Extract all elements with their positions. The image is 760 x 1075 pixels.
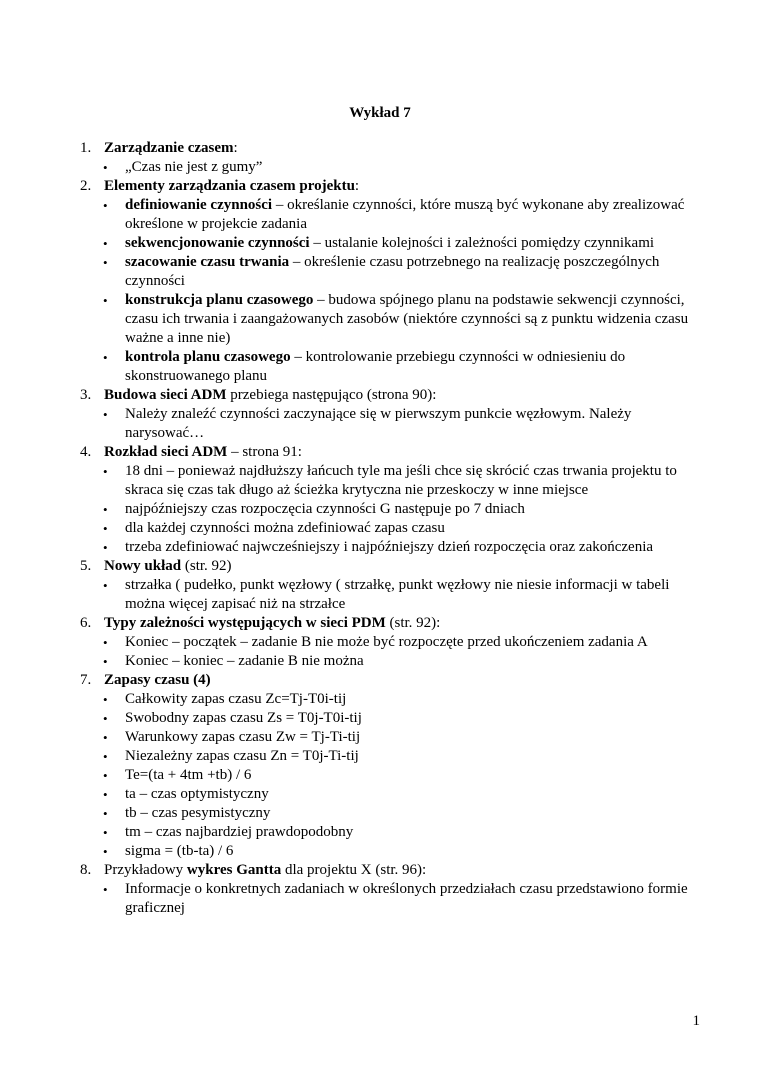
text-run: ta – czas optymistyczny: [125, 786, 269, 802]
bullet-icon: •: [103, 654, 108, 669]
item-heading: [104, 139, 702, 158]
item-heading: [104, 443, 702, 462]
text-run: Warunkowy zapas czasu Zw = Tj-Ti-tij: [125, 729, 361, 745]
sub-bullet-item: [80, 234, 702, 253]
text-run: Informacje o konkretnych zadaniach w określonych przedziałach czasu przedstawiono formie graficznej: [125, 881, 688, 916]
bold-term: konstrukcja planu czasowego: [125, 292, 314, 308]
bullet-icon: •: [103, 825, 108, 840]
text-run: (str. 92):: [385, 615, 441, 631]
list-item: [80, 614, 702, 633]
text-run: przebiega następująco (strona 90):: [226, 387, 437, 403]
bullet-icon: •: [103, 787, 108, 802]
text-run: tm – czas najbardziej prawdopodobny: [125, 824, 354, 840]
sub-bullet-item: [80, 785, 702, 804]
bold-term: Zapasy czasu (4): [104, 672, 211, 688]
bullet-icon: •: [103, 882, 108, 897]
bullet-icon: •: [103, 407, 108, 422]
sub-bullet-item: [80, 500, 702, 519]
text-run: Należy znaleźć czynności zaczynające się w pierwszym punkcie węzłowym. Należy narysować…: [125, 406, 632, 441]
bold-term: Elementy zarządzania czasem projektu: [104, 178, 355, 194]
text-run: dla każdej czynności można zdefiniować zapas czasu: [125, 520, 445, 536]
sub-bullet-item: [80, 462, 702, 500]
sub-bullet-text: [125, 785, 702, 804]
bullet-icon: •: [103, 293, 108, 308]
text-run: Niezależny zapas czasu Zn = T0j-Ti-tij: [125, 748, 359, 764]
sub-bullet-text: [125, 500, 702, 519]
text-run: trzeba zdefiniować najwcześniejszy i najpóźniejszy dzień rozpoczęcia oraz zakończenia: [125, 539, 654, 555]
bullet-icon: •: [103, 464, 108, 479]
item-heading: [104, 861, 702, 880]
bold-term: Typy zależności występujących w sieci PDM: [104, 615, 386, 631]
text-run: (str. 92): [181, 558, 232, 574]
sub-bullet-text: [125, 405, 702, 443]
bullet-icon: •: [103, 635, 108, 650]
text-run: – kontrolowanie przebiegu czynności w odniesieniu do skonstruowanego planu: [125, 349, 626, 384]
bullet-icon: •: [103, 350, 108, 365]
bold-term: Rozkład sieci ADM: [104, 444, 228, 460]
sub-bullet-item: [80, 196, 702, 234]
bullet-icon: •: [103, 711, 108, 726]
text-run: strzałka ( pudełko, punkt węzłowy ( strzałkę, punkt węzłowy nie niesie informacji w tabeli można więcej zapisać niż na strzałce: [125, 577, 670, 612]
bullet-icon: •: [103, 749, 108, 764]
text-run: – określanie czynności, które muszą być wykonane aby zrealizować określone w projekcie zadania: [125, 197, 685, 232]
bold-term: sekwencjonowanie czynności: [125, 235, 310, 251]
item-number: 2.: [80, 178, 92, 194]
text-run: „Czas nie jest z gumy”: [125, 159, 263, 175]
bullet-icon: •: [103, 540, 108, 555]
sub-bullet-text: [125, 804, 702, 823]
sub-bullet-text: [125, 690, 702, 709]
sub-bullet-text: [125, 348, 702, 386]
sub-bullet-item: [80, 652, 702, 671]
item-number: 5.: [80, 558, 92, 574]
bullet-icon: •: [103, 198, 108, 213]
sub-bullet-text: [125, 880, 702, 918]
sub-bullet-text: [125, 728, 702, 747]
sub-bullet-item: [80, 766, 702, 785]
bold-term: Nowy układ: [104, 558, 182, 574]
text-run: sigma = (tb-ta) / 6: [125, 843, 234, 859]
sub-bullet-text: [125, 747, 702, 766]
sub-bullet-item: [80, 633, 702, 652]
sub-bullet-item: [80, 253, 702, 291]
bullet-icon: •: [103, 236, 108, 251]
sub-bullet-item: [80, 690, 702, 709]
sub-bullet-item: [80, 576, 702, 614]
bullet-icon: •: [103, 768, 108, 783]
sub-bullet-item: [80, 291, 702, 348]
sub-bullet-text: [125, 709, 702, 728]
text-run: Koniec – początek – zadanie B nie może być rozpoczęte przed ukończeniem zadania A: [125, 634, 648, 650]
text-run: – budowa spójnego planu na podstawie sekwencji czynności, czasu ich trwania i zaangażowanych zasobów (niektóre czynności są z punktu widzenia czasu ważne a inne nie): [125, 292, 689, 346]
list-item: [80, 671, 702, 690]
bold-term: kontrola planu czasowego: [125, 349, 291, 365]
text-run: Te=(ta + 4tm +tb) / 6: [125, 767, 252, 783]
list-item: [80, 861, 702, 880]
sub-bullet-item: [80, 728, 702, 747]
item-heading: [104, 671, 702, 690]
item-number: 6.: [80, 615, 92, 631]
sub-bullet-item: [80, 348, 702, 386]
sub-bullet-item: [80, 747, 702, 766]
page-title: Wykład 7: [349, 105, 411, 121]
bullet-icon: •: [103, 692, 108, 707]
sub-bullet-text: [125, 633, 702, 652]
sub-bullet-text: [125, 462, 702, 500]
text-run: :: [354, 178, 360, 194]
sub-bullet-item: [80, 804, 702, 823]
list-item: [80, 177, 702, 196]
sub-bullet-item: [80, 405, 702, 443]
bullet-icon: •: [103, 806, 108, 821]
sub-bullet-item: [80, 519, 702, 538]
bold-term: Budowa sieci ADM: [104, 387, 227, 403]
item-number: 4.: [80, 444, 92, 460]
item-number: 7.: [80, 672, 92, 688]
text-run: dla projektu X (str. 96):: [281, 862, 427, 878]
sub-bullet-item: [80, 538, 702, 557]
sub-bullet-text: [125, 823, 702, 842]
text-run: – ustalanie kolejności i zależności pomiędzy czynnikami: [309, 235, 655, 251]
item-heading: [104, 386, 702, 405]
sub-bullet-text: [125, 291, 702, 348]
bullet-icon: •: [103, 160, 108, 175]
bold-term: szacowanie czasu trwania: [125, 254, 290, 270]
sub-bullet-text: [125, 538, 702, 557]
sub-bullet-text: [125, 158, 702, 177]
text-run: :: [233, 140, 238, 156]
sub-bullet-text: [125, 234, 702, 253]
sub-bullet-item: [80, 823, 702, 842]
sub-bullet-item: [80, 709, 702, 728]
sub-bullet-text: [125, 519, 702, 538]
sub-bullet-item: [80, 880, 702, 918]
item-heading: [104, 614, 702, 633]
item-number: 3.: [80, 387, 92, 403]
item-heading: [104, 557, 702, 576]
text-run: Całkowity zapas czasu Zc=Tj-T0i-tij: [125, 691, 347, 707]
bullet-icon: •: [103, 502, 108, 517]
page-number: 1: [692, 1013, 700, 1029]
text-run: Przykładowy: [104, 862, 187, 878]
bullet-icon: •: [103, 844, 108, 859]
sub-bullet-item: [80, 842, 702, 861]
list-item: [80, 443, 702, 462]
sub-bullet-text: [125, 196, 702, 234]
text-run: Koniec – koniec – zadanie B nie można: [125, 653, 364, 669]
sub-bullet-item: [80, 158, 702, 177]
item-heading: [104, 177, 702, 196]
sub-bullet-text: [125, 652, 702, 671]
list-item: [80, 557, 702, 576]
outline-list: [80, 139, 702, 918]
sub-bullet-text: [125, 842, 702, 861]
sub-bullet-text: [125, 576, 702, 614]
bullet-icon: •: [103, 521, 108, 536]
sub-bullet-text: [125, 253, 702, 291]
text-run: 18 dni – ponieważ najdłuższy łańcuch tyle ma jeśli chce się skrócić czas trwania projektu to skraca się czas tak długo aż ścieżka krytyczna nie przeskoczy w inne miejsce: [125, 463, 677, 498]
text-run: najpóźniejszy czas rozpoczęcia czynności G następuje po 7 dniach: [125, 501, 525, 517]
text-run: – strona 91:: [227, 444, 302, 460]
bold-term: wykres Gantta: [186, 862, 282, 878]
text-run: – określenie czasu potrzebnego na realizację poszczególnych czynności: [125, 254, 660, 289]
bullet-icon: •: [103, 730, 108, 745]
bold-term: definiowanie czynności: [125, 197, 273, 213]
sub-bullet-text: [125, 766, 702, 785]
item-number: 1.: [80, 140, 92, 156]
text-run: tb – czas pesymistyczny: [125, 805, 271, 821]
bullet-icon: •: [103, 578, 108, 593]
list-item: [80, 139, 702, 158]
bold-term: Zarządzanie czasem: [104, 140, 234, 156]
bullet-icon: •: [103, 255, 108, 270]
text-run: Swobodny zapas czasu Zs = T0j-T0i-tij: [125, 710, 362, 726]
item-number: 8.: [80, 862, 92, 878]
list-item: [80, 386, 702, 405]
